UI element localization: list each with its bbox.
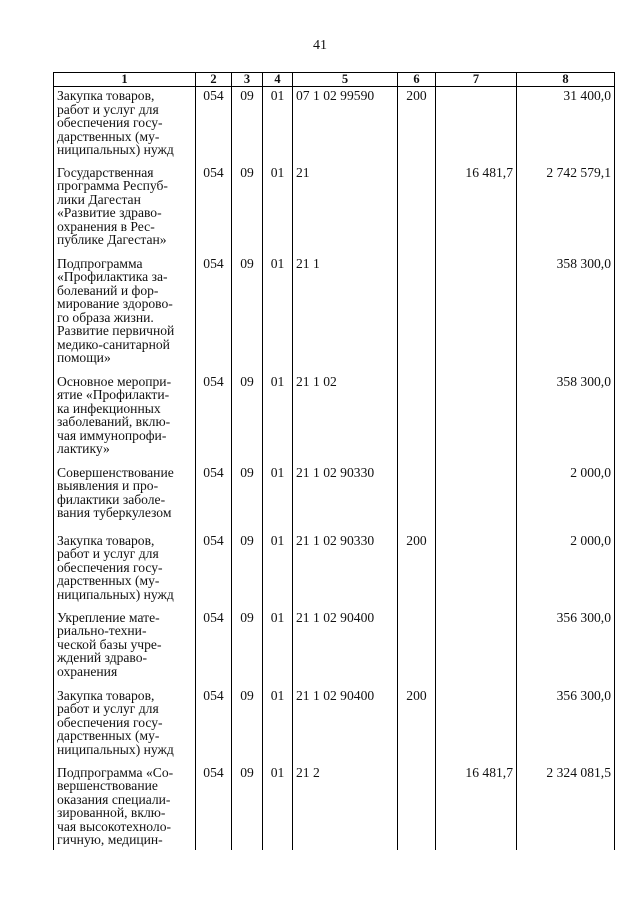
row-expense-type bbox=[398, 164, 436, 255]
row-section-code: 09 bbox=[232, 687, 263, 764]
table-row bbox=[54, 164, 615, 255]
row-expense-type: 200 bbox=[398, 687, 436, 764]
row-target-article: 07 1 02 99590 bbox=[293, 87, 398, 164]
row-subsection-code: 01 bbox=[263, 764, 293, 850]
row-subsection-code: 01 bbox=[263, 532, 293, 609]
row-amount-col7 bbox=[436, 464, 517, 532]
row-amount-col8: 358 300,0 bbox=[517, 255, 615, 373]
row-amount-col8: 31 400,0 bbox=[517, 87, 615, 164]
row-amount-col8: 2 000,0 bbox=[517, 464, 615, 532]
row-subsection-code: 01 bbox=[263, 373, 293, 464]
table-row bbox=[54, 373, 615, 464]
row-name: Совершенствование выявления и про- филактики заболе- вания туберкулезом bbox=[54, 464, 196, 532]
row-amount-col7 bbox=[436, 532, 517, 609]
page-number: 41 bbox=[313, 38, 327, 53]
row-target-article: 21 1 bbox=[293, 255, 398, 373]
row-name: Закупка товаров, работ и услуг для обеспечения госу- дарственных (му- ниципальных) нужд bbox=[54, 532, 196, 609]
row-name: Укрепление мате- риально-техни- ческой базы учре- ждений здраво- охранения bbox=[54, 609, 196, 687]
row-ministry-code: 054 bbox=[196, 255, 232, 373]
column-header: 8 bbox=[517, 73, 615, 87]
row-name: Основное меропри- ятие «Профилакти- ка инфекционных заболеваний, вклю- чая иммунопрофи- лактику» bbox=[54, 373, 196, 464]
column-header: 3 bbox=[232, 73, 263, 87]
row-subsection-code: 01 bbox=[263, 87, 293, 164]
row-ministry-code: 054 bbox=[196, 464, 232, 532]
column-header: 2 bbox=[196, 73, 232, 87]
row-expense-type bbox=[398, 764, 436, 850]
row-section-code: 09 bbox=[232, 609, 263, 687]
row-expense-type bbox=[398, 373, 436, 464]
row-target-article: 21 1 02 90400 bbox=[293, 687, 398, 764]
column-header: 7 bbox=[436, 73, 517, 87]
row-target-article: 21 1 02 90330 bbox=[293, 464, 398, 532]
row-target-article: 21 1 02 bbox=[293, 373, 398, 464]
row-amount-col7: 16 481,7 bbox=[436, 764, 517, 850]
row-section-code: 09 bbox=[232, 255, 263, 373]
row-expense-type bbox=[398, 609, 436, 687]
row-section-code: 09 bbox=[232, 532, 263, 609]
table-row bbox=[54, 532, 615, 609]
table-header-row bbox=[54, 73, 615, 87]
row-name: Закупка товаров, работ и услуг для обеспечения госу- дарственных (му- ниципальных) нужд bbox=[54, 87, 196, 164]
row-amount-col8: 2 000,0 bbox=[517, 532, 615, 609]
row-target-article: 21 2 bbox=[293, 764, 398, 850]
row-ministry-code: 054 bbox=[196, 687, 232, 764]
table-row bbox=[54, 764, 615, 850]
row-amount-col7 bbox=[436, 87, 517, 164]
budget-table bbox=[53, 72, 615, 850]
row-amount-col8: 356 300,0 bbox=[517, 609, 615, 687]
row-section-code: 09 bbox=[232, 464, 263, 532]
row-subsection-code: 01 bbox=[263, 164, 293, 255]
table-row bbox=[54, 687, 615, 764]
row-subsection-code: 01 bbox=[263, 687, 293, 764]
column-header: 1 bbox=[54, 73, 196, 87]
row-name: Государственная программа Респуб- лики Дагестан «Развитие здраво- охранения в Рес- публике Дагестан» bbox=[54, 164, 196, 255]
row-amount-col7 bbox=[436, 687, 517, 764]
row-ministry-code: 054 bbox=[196, 87, 232, 164]
table-row bbox=[54, 255, 615, 373]
row-expense-type bbox=[398, 464, 436, 532]
row-amount-col8: 356 300,0 bbox=[517, 687, 615, 764]
table-row bbox=[54, 464, 615, 532]
column-header: 4 bbox=[263, 73, 293, 87]
row-amount-col7 bbox=[436, 255, 517, 373]
row-amount-col8: 358 300,0 bbox=[517, 373, 615, 464]
row-amount-col8: 2 742 579,1 bbox=[517, 164, 615, 255]
row-ministry-code: 054 bbox=[196, 764, 232, 850]
row-subsection-code: 01 bbox=[263, 464, 293, 532]
row-section-code: 09 bbox=[232, 764, 263, 850]
row-ministry-code: 054 bbox=[196, 164, 232, 255]
row-subsection-code: 01 bbox=[263, 255, 293, 373]
row-expense-type bbox=[398, 255, 436, 373]
row-amount-col7 bbox=[436, 609, 517, 687]
row-ministry-code: 054 bbox=[196, 532, 232, 609]
row-section-code: 09 bbox=[232, 164, 263, 255]
row-subsection-code: 01 bbox=[263, 609, 293, 687]
row-name: Подпрограмма «Со- вершенствование оказания специали- зированной, вклю- чая высокотехноло- гичную, медицин- bbox=[54, 764, 196, 850]
row-target-article: 21 1 02 90330 bbox=[293, 532, 398, 609]
row-name: Закупка товаров, работ и услуг для обеспечения госу- дарственных (му- ниципальных) нужд bbox=[54, 687, 196, 764]
row-name: Подпрограмма «Профилактика за- болеваний и фор- мирование здорово- го образа жизни. Развитие первичной медико-санитарной помощи» bbox=[54, 255, 196, 373]
row-amount-col7: 16 481,7 bbox=[436, 164, 517, 255]
row-section-code: 09 bbox=[232, 87, 263, 164]
row-section-code: 09 bbox=[232, 373, 263, 464]
row-target-article: 21 1 02 90400 bbox=[293, 609, 398, 687]
table-row bbox=[54, 87, 615, 164]
row-ministry-code: 054 bbox=[196, 373, 232, 464]
column-header: 6 bbox=[398, 73, 436, 87]
table-row bbox=[54, 609, 615, 687]
row-ministry-code: 054 bbox=[196, 609, 232, 687]
row-amount-col7 bbox=[436, 373, 517, 464]
row-expense-type: 200 bbox=[398, 87, 436, 164]
column-header: 5 bbox=[293, 73, 398, 87]
row-expense-type: 200 bbox=[398, 532, 436, 609]
row-amount-col8: 2 324 081,5 bbox=[517, 764, 615, 850]
row-target-article: 21 bbox=[293, 164, 398, 255]
